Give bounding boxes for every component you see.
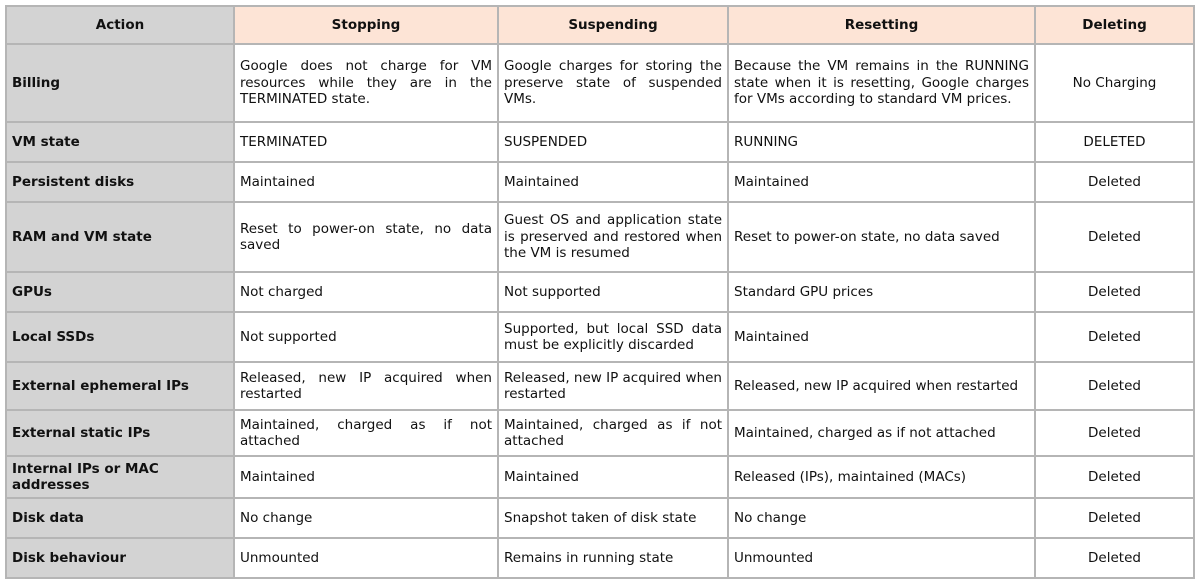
cell-stopping: No change <box>234 498 498 538</box>
row-label: Local SSDs <box>6 312 234 362</box>
row-label: RAM and VM state <box>6 202 234 272</box>
row-label: External static IPs <box>6 410 234 456</box>
cell-suspending: Supported, but local SSD data must be explicitly discarded <box>498 312 728 362</box>
cell-deleting: Deleted <box>1035 162 1194 202</box>
cell-stopping: Released, new IP acquired when restarted <box>234 362 498 410</box>
cell-suspending: Not supported <box>498 272 728 312</box>
row-label: Billing <box>6 44 234 122</box>
table-row <box>6 312 1194 362</box>
header-deleting: Deleting <box>1035 6 1194 44</box>
row-label: Internal IPs or MAC addresses <box>6 456 234 498</box>
table-row <box>6 272 1194 312</box>
cell-deleting: Deleted <box>1035 362 1194 410</box>
header-row <box>6 6 1194 44</box>
table-row <box>6 410 1194 456</box>
table-row <box>6 538 1194 578</box>
table-header <box>6 6 1194 44</box>
cell-resetting: Unmounted <box>728 538 1035 578</box>
cell-deleting: Deleted <box>1035 312 1194 362</box>
table-row <box>6 498 1194 538</box>
cell-stopping: Maintained, charged as if not attached <box>234 410 498 456</box>
cell-stopping: Google does not charge for VM resources while they are in the TERMINATED state. <box>234 44 498 122</box>
cell-resetting: Because the VM remains in the RUNNING state when it is resetting, Google charges for VMs according to standard VM prices. <box>728 44 1035 122</box>
cell-suspending: Maintained <box>498 456 728 498</box>
cell-deleting: DELETED <box>1035 122 1194 162</box>
cell-suspending: Remains in running state <box>498 538 728 578</box>
cell-suspending: SUSPENDED <box>498 122 728 162</box>
cell-resetting: Maintained <box>728 162 1035 202</box>
cell-resetting: Maintained, charged as if not attached <box>728 410 1035 456</box>
cell-stopping: Unmounted <box>234 538 498 578</box>
cell-suspending: Maintained <box>498 162 728 202</box>
cell-resetting: Reset to power-on state, no data saved <box>728 202 1035 272</box>
row-label: Persistent disks <box>6 162 234 202</box>
header-stopping: Stopping <box>234 6 498 44</box>
table-row <box>6 44 1194 122</box>
cell-suspending: Maintained, charged as if not attached <box>498 410 728 456</box>
row-label: GPUs <box>6 272 234 312</box>
table-row <box>6 202 1194 272</box>
header-action: Action <box>6 6 234 44</box>
cell-resetting: Maintained <box>728 312 1035 362</box>
cell-stopping: Maintained <box>234 456 498 498</box>
table-row <box>6 162 1194 202</box>
row-label: VM state <box>6 122 234 162</box>
cell-resetting: Standard GPU prices <box>728 272 1035 312</box>
cell-deleting: Deleted <box>1035 538 1194 578</box>
row-label: External ephemeral IPs <box>6 362 234 410</box>
table-row <box>6 122 1194 162</box>
cell-suspending: Released, new IP acquired when restarted <box>498 362 728 410</box>
cell-resetting: Released, new IP acquired when restarted <box>728 362 1035 410</box>
cell-resetting: Released (IPs), maintained (MACs) <box>728 456 1035 498</box>
header-suspending: Suspending <box>498 6 728 44</box>
cell-deleting: Deleted <box>1035 498 1194 538</box>
cell-resetting: RUNNING <box>728 122 1035 162</box>
comparison-table <box>5 5 1195 579</box>
cell-stopping: Reset to power-on state, no data saved <box>234 202 498 272</box>
cell-deleting: Deleted <box>1035 456 1194 498</box>
table-row <box>6 362 1194 410</box>
row-label: Disk data <box>6 498 234 538</box>
cell-resetting: No change <box>728 498 1035 538</box>
cell-suspending: Snapshot taken of disk state <box>498 498 728 538</box>
cell-suspending: Google charges for storing the preserve state of suspended VMs. <box>498 44 728 122</box>
cell-stopping: Maintained <box>234 162 498 202</box>
table-body <box>6 44 1194 578</box>
cell-stopping: TERMINATED <box>234 122 498 162</box>
header-resetting: Resetting <box>728 6 1035 44</box>
cell-stopping: Not charged <box>234 272 498 312</box>
row-label: Disk behaviour <box>6 538 234 578</box>
cell-deleting: Deleted <box>1035 202 1194 272</box>
cell-suspending: Guest OS and application state is preserved and restored when the VM is resumed <box>498 202 728 272</box>
cell-deleting: No Charging <box>1035 44 1194 122</box>
cell-stopping: Not supported <box>234 312 498 362</box>
cell-deleting: Deleted <box>1035 410 1194 456</box>
table-row <box>6 456 1194 498</box>
cell-deleting: Deleted <box>1035 272 1194 312</box>
